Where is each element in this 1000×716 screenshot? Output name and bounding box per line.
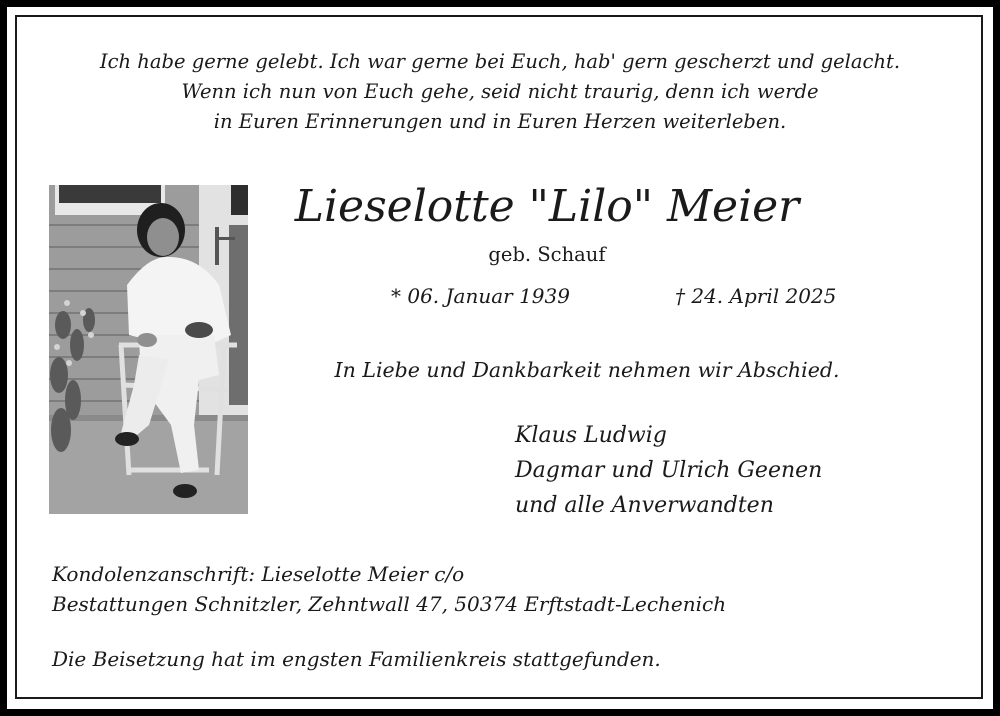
address-line: Bestattungen Schnitzler, Zehntwall 47, 50374 Erftstadt-Lechenich: [52, 592, 727, 616]
burial-note: Die Beisetzung hat im engsten Familienkreis stattgefunden.: [52, 647, 661, 671]
obituary-card: [7, 7, 993, 709]
death-date: † 24. April 2025: [675, 284, 837, 308]
address-line: Kondolenzanschrift: Lieselotte Meier c/o: [52, 562, 465, 586]
poem-line: Ich habe gerne gelebt. Ich war gerne bei Euch, hab' gern gescherzt und gelacht.: [99, 50, 901, 73]
poem: [7, 47, 993, 137]
poem-line: in Euren Erinnerungen und in Euren Herzen weiterleben.: [213, 110, 787, 133]
portrait-photo-image: [49, 185, 248, 514]
portrait-photo: [49, 185, 248, 514]
mourner: Dagmar und Ulrich Geenen: [515, 458, 823, 483]
birth-date: * 06. Januar 1939: [391, 284, 570, 308]
poem-line: Wenn ich nun von Euch gehe, seid nicht traurig, denn ich werde: [181, 80, 819, 103]
farewell-text: In Liebe und Dankbarkeit nehmen wir Abschied.: [334, 358, 840, 382]
maiden-name: geb. Schauf: [488, 243, 606, 266]
condolence-address: [52, 559, 726, 619]
deceased-name: Lieselotte "Lilo" Meier: [294, 181, 800, 232]
mourner: Klaus Ludwig: [515, 423, 667, 448]
mourners-list: [515, 418, 822, 523]
mourner: und alle Anverwandten: [515, 493, 774, 518]
